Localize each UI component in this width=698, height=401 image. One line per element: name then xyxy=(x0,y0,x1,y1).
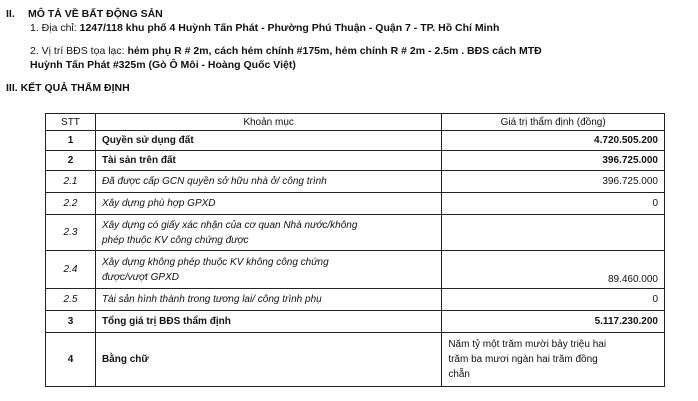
row-stt: 2.5 xyxy=(46,289,96,311)
row-item-line: Xây dựng không phép thuộc KV không công chứng xyxy=(101,256,329,268)
row-value: 0 xyxy=(442,289,665,311)
table-row xyxy=(46,151,665,171)
row-item: Quyền sử dụng đất xyxy=(95,131,441,151)
location-line-1 xyxy=(30,44,675,58)
amount-words-line: Năm tỷ một trăm mười bảy triệu hai xyxy=(448,339,607,350)
location-value-2: Huỳnh Tấn Phát #325m (Gò Ô Môi - Hoàng Quốc Việt) xyxy=(30,59,296,71)
row-stt: 3 xyxy=(46,311,96,333)
row-value: 5.117.230.200 xyxy=(442,311,665,333)
row-value xyxy=(442,215,665,251)
amount-words-line: trăm ba mươi ngàn hai trăm đồng xyxy=(448,354,598,365)
header-value: Giá trị thẩm định (đồng) xyxy=(442,114,665,131)
assessment-table xyxy=(45,113,665,387)
row-stt: 2.1 xyxy=(46,171,96,193)
section-ii-title: MÔ TẢ VỀ BẤT ĐỘNG SẢN xyxy=(28,8,163,20)
row-item: Bằng chữ xyxy=(95,333,441,387)
section-iii-title: KẾT QUẢ THẨM ĐỊNH xyxy=(20,82,130,94)
row-item-line: được/vượt GPXD xyxy=(101,271,179,283)
section-iii-heading xyxy=(6,82,130,94)
row-item: Đã được cấp GCN quyền sở hữu nhà ở/ công trình xyxy=(95,171,441,193)
header-stt: STT xyxy=(46,114,96,131)
row-item: Tổng giá trị BĐS thẩm định xyxy=(95,311,441,333)
table-row xyxy=(46,333,665,387)
section-ii-heading xyxy=(6,8,163,20)
table-row xyxy=(46,171,665,193)
row-stt: 2.4 xyxy=(46,251,96,289)
row-stt: 2.2 xyxy=(46,193,96,215)
amount-in-words xyxy=(442,333,665,387)
address-label: 1. Địa chỉ: xyxy=(30,22,80,34)
address-line xyxy=(30,21,499,35)
table-row xyxy=(46,131,665,151)
table-header-row xyxy=(46,114,665,131)
table-row xyxy=(46,251,665,289)
location-label: 2. Vị trí BĐS tọa lạc: xyxy=(30,45,128,57)
table-row xyxy=(46,311,665,333)
table-row xyxy=(46,215,665,251)
row-item-line: phép thuộc KV công chứng được xyxy=(101,234,249,246)
header-item: Khoản mục xyxy=(95,114,441,131)
location-line-2 xyxy=(30,58,296,72)
row-stt: 2 xyxy=(46,151,96,171)
row-value: 396.725.000 xyxy=(442,151,665,171)
row-item-line: Xây dựng có giấy xác nhận của cơ quan Nhà nước/không xyxy=(101,219,358,231)
table-row xyxy=(46,289,665,311)
row-value: 396.725.000 xyxy=(442,171,665,193)
row-item xyxy=(95,251,441,289)
row-stt: 2.3 xyxy=(46,215,96,251)
row-value: 0 xyxy=(442,193,665,215)
row-item: Tài sản trên đất xyxy=(95,151,441,171)
row-stt: 1 xyxy=(46,131,96,151)
location-value-1: hẻm phụ R # 2m, cách hẻm chính #175m, hẻm chính R # 2m - 2.5m . BĐS cách MTĐ xyxy=(127,45,542,57)
row-value: 4.720.505.200 xyxy=(442,131,665,151)
address-value: 1247/118 khu phố 4 Huỳnh Tấn Phát - Phường Phú Thuận - Quận 7 - TP. Hồ Chí Minh xyxy=(79,22,500,34)
table-row xyxy=(46,193,665,215)
row-value: 89.460.000 xyxy=(442,251,665,289)
row-item: Tài sản hình thành trong tương lai/ công trình phụ xyxy=(95,289,441,311)
section-ii-number: II. xyxy=(6,8,15,20)
section-iii-number: III. xyxy=(6,82,18,94)
row-item xyxy=(95,215,441,251)
row-stt: 4 xyxy=(46,333,96,387)
amount-words-line: chẵn xyxy=(448,369,470,380)
row-item: Xây dựng phù hợp GPXD xyxy=(95,193,441,215)
